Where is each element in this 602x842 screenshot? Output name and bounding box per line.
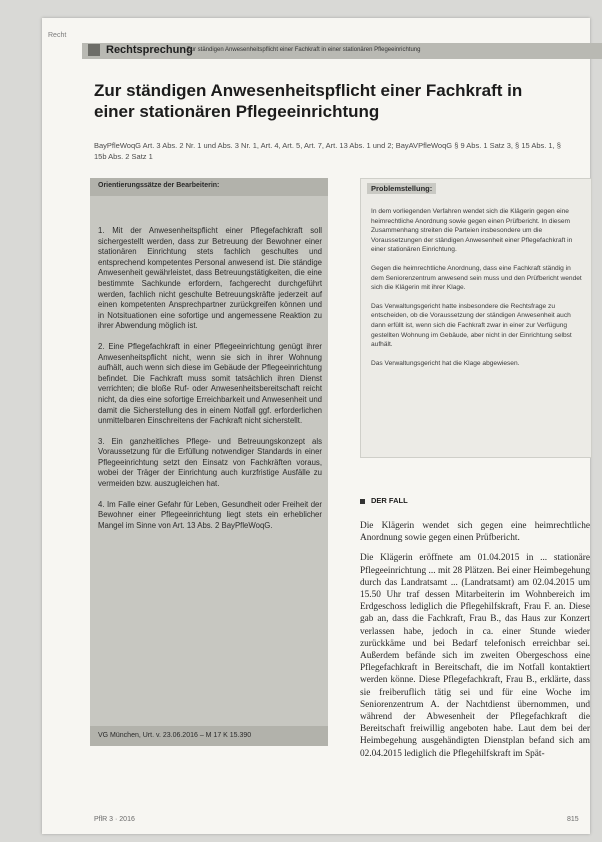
case-heading <box>360 496 408 505</box>
principle-item: 4. Im Falle einer Gefahr für Leben, Gesundheit oder Freiheit der Bewohner einer Pflegeeinrichtung liegt stets ein erheblicher Mangel im Sinne von Art. 13 Abs. 2 BayPfleWoqG. <box>98 499 322 530</box>
citation-bar <box>90 726 328 746</box>
header-marker <box>88 44 100 56</box>
principles-list <box>98 226 322 541</box>
legal-references: BayPfleWoqG Art. 3 Abs. 2 Nr. 1 und Abs. 3 Nr. 1, Art. 4, Art. 5, Art. 7, Art. 13 Abs. 1 und 2; BayAVPfleWoqG § 9 Abs. 1 Satz 3, § 15 Abs. 1, § 15b Abs. 2 Satz 1 <box>94 141 561 161</box>
principles-header <box>90 178 328 196</box>
page-number: 815 <box>567 816 579 823</box>
problem-paragraph: In dem vorliegenden Verfahren wendet sich die Klägerin gegen eine heimrechtliche Anordnung sowie gegen einen Prüfbericht. In diesem Zusammenhang streiten die Parteien insbesondere um die Voraussetzungen der ständigen Anwesenheit einer Pflegefachkraft in einer stationären Einrichtung. <box>371 208 573 254</box>
bullet-square-icon <box>360 499 365 504</box>
principle-item: 3. Ein ganzheitliches Pflege- und Betreuungskonzept als Voraussetzung für die Erfüllung notwendiger Standards in einer Pflegeeinrichtung setzt den Einsatz von Fachkräften voraus, wobei der Träger der Einrichtung auch kurzfristige Ausfälle zu vermeiden bzw. auszugleichen hat. <box>98 436 322 489</box>
case-paragraph: Die Klägerin eröffnete am 01.04.2015 in ... stationäre Pflegeeinrichtung ... mit 28 Plätzen. Bei einer Heimbegehung durch das Landratsamt ... (Landratsamt) am 02.04.2015 um 15.50 Uhr traf dessen Mitarbeiterin im Wohnbereich im Erdgeschoss lediglich die Pflegehilfskraft, Frau F. an. Diese gab an, dass die Fachkraft, Frau B., das Haus zur Konzert verlassen habe, jedoch in ca. einer Stunde wieder zurückkäme und bei Bedarf telefonisch erreichbar sei. Außerdem befände sich im zweiten Obergeschoss eine Pflegefachkraft in Bereitschaft, die im Notfall kontaktiert werden könne. Diese Pflegefachkraft, Frau B., erklärte, dass sie freiberuflich tätig sei und für eine Woche im Seniorenzentrum A. der Nachtdienst übernommen, und während der Abwesenheit der Pflegefachkraft die Bereitschaft freiwillig angeboten habe. Laut dem bei der Heimbegehung ausgehändigten Dienstplan befand sich am 02.04.2015 lediglich die Pflegehilfskraft im Spät- <box>360 553 590 759</box>
problem-box <box>360 178 592 458</box>
problem-text <box>371 207 583 377</box>
problem-heading: Problemstellung: <box>367 183 436 194</box>
article-title: Zur ständigen Anwesenheitspflicht einer Fachkraft in einer stationären Pflegeeinrichtung <box>94 81 523 121</box>
case-text <box>360 520 590 768</box>
principle-item: 1. Mit der Anwesenheitspflicht einer Pflegefachkraft soll sichergestellt werden, dass zur Betreuung der Bewohner einer stationären Einrichtung stets fachlich geschultes und entsprechend kompetentes Personal anwesend ist. Die ständige Anwesenheit gewährleistet, dass Betreuungstätigkeiten, die eine bestimmte Sachkunde erfordern, fachgerecht durchgeführt werden, fachlich nicht geschulte Betreuungskräfte jederzeit auf einen kompetenten Ansprechpartner zurückgreifen können und in Notsituationen eine sofortige und angemessene Reaktion zu ihrer Abwendung möglich ist. <box>98 226 322 331</box>
section-label: Recht <box>48 32 67 39</box>
principles-heading: Orientierungssätze der Bearbeiterin: <box>98 182 220 189</box>
section-subtitle: Zur ständigen Anwesenheitspflicht einer Fachkraft in einer stationären Pflegeeinrichtung <box>187 47 421 53</box>
section-title: Rechtsprechung <box>106 44 193 56</box>
problem-paragraph: Das Verwaltungsgericht hatte insbesondere die Rechtsfrage zu entscheiden, ob die Voraussetzung der ständigen Anwesenheit auch dann erfüllt ist, wenn sich die Fachkraft zwar in einer zur Verfügung gestellten Wohnung im Gebäude, aber nicht in der Einrichtung selbst aufhält. <box>371 302 572 349</box>
principles-box <box>90 178 328 746</box>
document-page <box>42 18 590 834</box>
court-citation: VG München, Urt. v. 23.06.2016 – M 17 K 15.390 <box>98 732 252 739</box>
problem-paragraph: Das Verwaltungsgericht hat die Klage abgewiesen. <box>371 359 520 367</box>
case-heading-label: DER FALL <box>371 496 408 505</box>
footer-issue: PflR 3 · 2016 <box>94 816 135 823</box>
case-paragraph: Die Klägerin wendet sich gegen eine heimrechtliche Anordnung sowie gegen einen Prüfbericht. <box>360 521 590 544</box>
principle-item: 2. Eine Pflegefachkraft in einer Pflegeeinrichtung genügt ihrer Anwesenheitspflicht nicht, wenn sie sich in ihrer Wohnung aufhält, auch wenn sich diese im Gebäude der Pflegeeinrichtung befindet. Die Fachkraft muss somit tatsächlich ihren Dienst verrichten; die bloße Ruf- oder Anwesenheitsbereitschaft reicht nicht, da dies eine sofortige Erreichbarkeit und Anwesenheit und damit die Sicherstellung des in einem Notfall ggf. erforderlichen unmittelbaren Einschreitens der Fachkraft nicht sicherstellt. <box>98 341 322 426</box>
problem-paragraph: Gegen die heimrechtliche Anordnung, dass eine Fachkraft ständig in dem Seniorenzentrum anwesend sein muss und den Prüfbericht wendet sich die Klägerin mit ihrer Klage. <box>371 264 582 292</box>
